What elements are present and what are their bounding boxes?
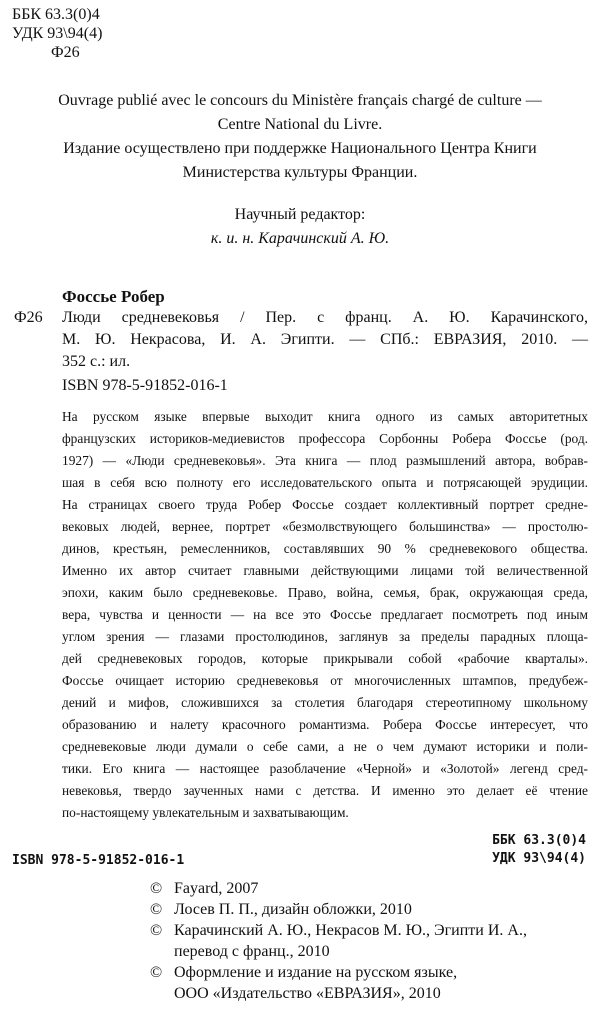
bottom-classification-codes (492, 832, 586, 868)
biblio-line: М. Ю. Некрасова, И. А. Эгипти. — СПб.: ЕВРАЗИЯ, 2010. — (62, 331, 588, 348)
annotation-line: по-настоящему увлекательным и захватывающим. (62, 805, 349, 820)
copyright-notices (150, 878, 527, 1004)
annotation-line: шая в себя всю полноту его исследовательского опыта и потрясающей эрудиции. (62, 475, 588, 490)
copyright-text: Карачинский А. Ю., Некрасов М. Ю., Эгипти И. А., (174, 922, 527, 939)
copyright-continuation: ООО «Издательство «ЕВРАЗИЯ», 2010 (174, 985, 441, 1002)
bibliographic-description (62, 307, 588, 373)
udk-code: УДК 93\94(4) (12, 25, 103, 42)
annotation-line: дений и мифов, сложившихся за столетия благодаря стереотипному школьному (62, 695, 588, 710)
annotation-line: средневековые люди думали о себе сами, а не о чем думают историки и поли- (62, 739, 588, 754)
isbn-bottom: ISBN 978-5-91852-016-1 (12, 853, 185, 868)
annotation-line: тики. Его книга — настоящее разоблачение «Черной» и «Золотой» легенд сред- (62, 761, 588, 776)
copyright-continuation: перевод с франц., 2010 (174, 943, 330, 960)
annotation-line: Именно их автор считает главными действующими лицами той величественной (62, 563, 588, 578)
annotation-line: На страницах своего труда Робер Фоссье создает коллективный портрет средне- (62, 497, 588, 512)
classification-codes (12, 5, 102, 62)
copyright-line (150, 920, 527, 941)
copyright-line (150, 878, 527, 899)
copyright-symbol: © (150, 964, 163, 981)
copyright-symbol: © (150, 922, 163, 939)
author-sign: Ф26 (51, 44, 80, 61)
annotation-line: дей средневековых городов, которые прикрывали собой «рабочие кварталы». (62, 651, 588, 666)
copyright-text: Fayard, 2007 (174, 880, 259, 897)
biblio-line: Люди средневековья / Пер. с франц. А. Ю. Карачинского, (62, 309, 588, 326)
biblio-line: 352 с.: ил. (62, 353, 131, 370)
annotation-line: На русском языке впервые выходит книга одного из самых авторитетных (62, 409, 588, 424)
annotation-line: динов, крестьян, ремесленников, составлявших 90 % средневекового общества. (62, 541, 588, 556)
scientific-editor (0, 203, 600, 251)
annotation-line: Фоссье очищает историю средневековья от многочисленных штампов, предубеж- (62, 673, 588, 688)
annotation-line: эпохи, каким было средневековье. Право, война, семья, брак, окружающая среда, (62, 585, 588, 600)
support-line: Министерства культуры Франции. (182, 164, 418, 181)
annotation-line: невековья, твердо заученных нами с детства. И именно это делает её чтение (62, 783, 588, 798)
book-author: Фоссье Робер (62, 287, 165, 306)
copyright-text: Оформление и издание на русском языке, (174, 964, 458, 981)
annotation (62, 406, 588, 824)
editor-label: Научный редактор: (234, 206, 366, 223)
copyright-text: Лосев П. П., дизайн обложки, 2010 (174, 901, 412, 918)
bottom-bbk-code: ББК 63.3(0)4 (492, 833, 586, 848)
annotation-line: французских историков-медиевистов профессора Сорбонны Робера Фоссье (род. (62, 431, 588, 446)
copyright-symbol: © (150, 880, 163, 897)
support-line: Centre National du Livre. (217, 116, 383, 133)
annotation-line: образованию и налету красочного романтизма. Робера Фоссье интересует, что (62, 717, 588, 732)
annotation-line: углом зрения — глазами простолюдинов, заглянув за пределы парадных площа- (62, 629, 588, 644)
copyright-line (150, 899, 527, 920)
isbn: ISBN 978-5-91852-016-1 (62, 377, 228, 394)
bottom-udk-code: УДК 93\94(4) (492, 851, 586, 866)
bbk-code: ББК 63.3(0)4 (12, 6, 100, 23)
copyright-line (150, 962, 527, 983)
annotation-line: вера, чувства и ценности — на все это Фоссье предлагает посмотреть под иным (62, 607, 588, 622)
annotation-line: 1927) — «Люди средневековья». Эта книга — плод размышлений автора, вобрав- (62, 453, 588, 468)
support-line: Ouvrage publié avec le concours du Ministère français chargé de culture — (58, 92, 542, 109)
support-line: Издание осуществлено при поддержке Национального Центра Книги (63, 140, 537, 157)
copyright-symbol: © (150, 901, 163, 918)
editor-name: к. и. н. Карачинский А. Ю. (210, 230, 390, 247)
book-author-sign: Ф26 (14, 309, 43, 326)
annotation-line: вековых людей, вернее, портрет «безмолвствующего большинства» — простолю- (62, 519, 588, 534)
support-notice (0, 89, 600, 185)
